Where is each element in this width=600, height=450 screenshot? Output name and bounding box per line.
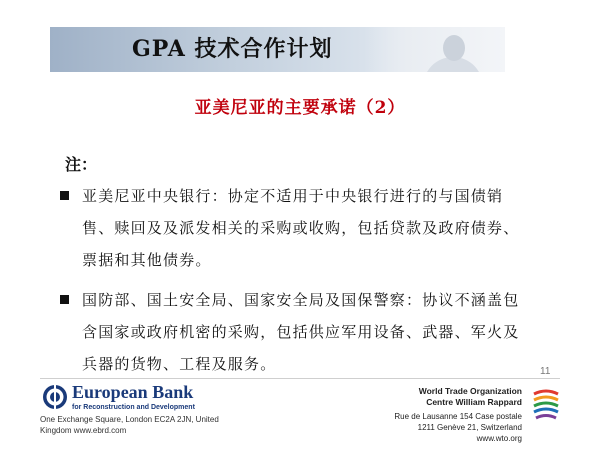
bullet-square-icon (60, 191, 69, 200)
wto-address-line: 1211 Genève 21, Switzerland (417, 423, 522, 432)
note-label: 注： (65, 155, 98, 174)
wto-name: World Trade Organization (418, 386, 522, 396)
bullet-text-1: 亚美尼亚中央银行：协定不适用于中央银行进行的与国债销售、赎回及及派发相关的采购或收购，包括贷款及政府债券、票据和其他债券。 (82, 187, 520, 269)
slide-title: GPA 技术合作计划 (132, 36, 333, 62)
title-banner (50, 27, 505, 72)
wto-address-line: Rue de Lausanne 154 Case postale (394, 412, 522, 421)
banner-figure-head (443, 35, 465, 61)
wto-block (394, 386, 522, 444)
page-number: 11 (540, 366, 551, 377)
wto-logo-icon (528, 386, 564, 422)
wto-address-line: www.wto.org (476, 434, 522, 443)
slide-subtitle: 亚美尼亚的主要承诺（2） (194, 98, 406, 118)
bullet-square-icon (60, 295, 69, 304)
wto-centre: Centre William Rappard (426, 397, 522, 407)
bullet-item-2 (60, 284, 530, 380)
ebrd-address-line: One Exchange Square, London EC2A 2JN, United (40, 415, 219, 424)
footer-divider (40, 378, 560, 379)
ebrd-name: European Bank (72, 382, 194, 402)
wto-address (394, 411, 522, 444)
ebrd-logo-icon (42, 384, 68, 410)
bullet-item-1 (60, 180, 530, 276)
bullet-text-2: 国防部、国土安全局、国家安全局及国保警察：协议不涵盖包含国家或政府机密的采购，包括供应军用设备、武器、军火及兵器的货物、工程及服务。 (82, 291, 520, 373)
ebrd-address-line: Kingdom www.ebrd.com (40, 426, 127, 435)
ebrd-subname: for Reconstruction and Development (72, 404, 195, 411)
banner-photo (365, 27, 505, 72)
ebrd-address (40, 414, 219, 436)
